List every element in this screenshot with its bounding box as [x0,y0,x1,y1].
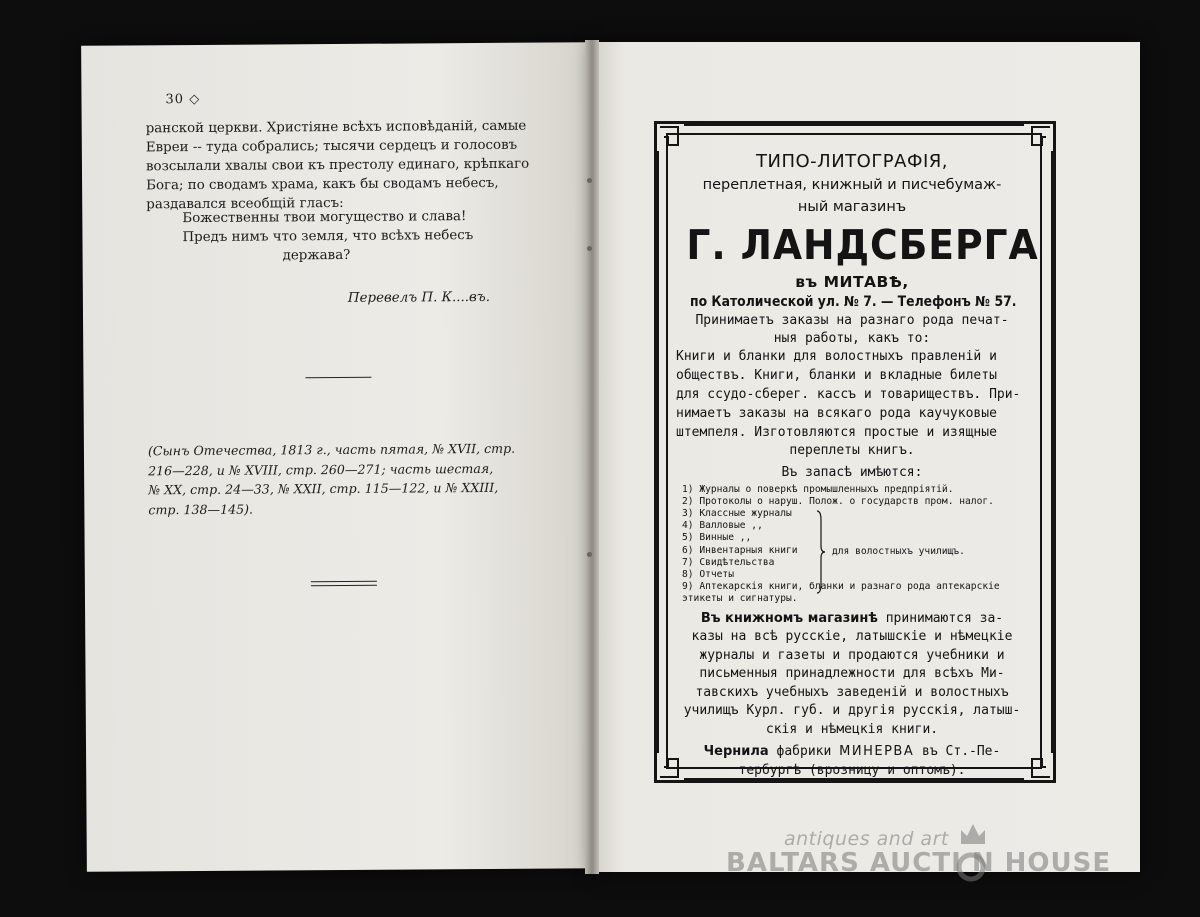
ad-subheading: переплетная, книжный и писчебумаж- [702,177,1002,193]
bookshop-line: казы на всѣ русскiе, латышскiе и нѣмецкiе [691,629,1013,645]
citation-line: стр. 138—145). [148,501,254,517]
prose-line: возсылали хвалы свои къ престолу единаго, крѣпкаго [145,156,530,175]
verse-line: Предъ нимъ что земля, что всѣхъ небесъ [182,228,474,246]
ad-body-line: обществъ. Книги, бланки и вкладные билеты [676,368,997,383]
crown-icon [958,820,988,846]
prose-line: Евреи -- туда собрались; тысячи сердецъ и голосовъ [145,137,518,156]
verse [182,207,502,266]
double-rule-top [311,581,377,582]
watermark-o-ring [954,850,988,884]
divider-rule [305,377,371,378]
ad-body [672,347,1032,442]
list-item: 4) Валловые ,, [682,520,763,532]
ad-stock-heading: Въ запасѣ имѣются: [781,464,923,480]
bookshop-text: принимаются за- [877,610,1004,626]
bookshop-line: журналы и газеты и продаются учебники и [699,647,1005,663]
list-item: 8) Отчеты [682,568,734,580]
list-item: 7) Свидѣтельства [682,556,775,568]
ad-accepts-line: ныя работы, какъ то: [773,330,931,346]
ad-body-line: Книги и бланки для волостныхъ правленiй и [676,349,997,364]
book-gutter [585,40,599,874]
ad-ink [672,743,1032,780]
page-number: 30 ◇ [165,91,201,108]
citation-line: (Сынъ Отечества, 1813 г., часть пятая, № XVII, стр. [147,440,516,459]
translator-signature: Перевелъ П. К....въ. [347,289,491,306]
ad-company-name: Г. ЛАНДСБЕРГА [686,221,1039,269]
bookshop-line: училищъ Курл. губ. и другiя русскiя, латыш- [683,703,1021,719]
bookshop-bold: Въ книжномъ магазинѣ [700,610,878,626]
ad-city: въ МИТАВѢ, [795,273,909,291]
double-rule-bottom [311,585,377,586]
ad-body-line: переплеты книгъ. [789,443,915,458]
ad-bookshop [672,610,1032,740]
watermark [726,820,1126,890]
ink-text: фабрики [768,744,840,760]
list-item: 2) Протоколы о наруш. Полож. о государств пром. налог. [682,495,994,507]
list-item: 6) Инвентарныя книги [682,544,798,556]
ad-body-line: нимаетъ заказы на всякаго рода каучуковые [676,406,997,421]
ad-heading: ТИПО-ЛИТОГРАФIЯ, [756,151,948,172]
list-item: 5) Винные ,, [682,532,752,544]
stitch-hole [587,246,592,251]
prose-line: раздавался всеобщiй гласъ: [146,195,344,213]
prose-line: ранской церкви. Христiяне всѣхъ исповѣданiй, самые [145,118,527,137]
list-item: 3) Классные журналы [682,507,792,519]
watermark-tagline: antiques and art [784,828,949,850]
ink-text: въ Ст.-Пе- [914,744,1001,760]
ad-subheading: ный магазинъ [797,199,907,215]
stock-list [672,484,1032,606]
ad-address: по Католической ул. № 7. — Телефонъ № 57. [690,294,1017,310]
ad-body-line: штемпеля. Изготовляются простые и изящные [676,425,997,440]
prose-line: Бога; по сводамъ храма, какъ бы сводамъ небесъ, [146,175,499,194]
bookshop-line: тавскихъ учебныхъ заведенiй и волостныхъ [695,684,1009,700]
citation-line: 216—228, и № XVIII, стр. 260—271; часть шестая, [148,460,494,478]
citation-line: № XX, стр. 24—33, № XXII, стр. 115—122, и № XXIII, [148,479,499,498]
citation [148,439,549,520]
ink-bold: Чернила [703,744,769,760]
ink-line: тербургѣ (врозницу и оптомъ). [738,762,966,778]
brace-note: для волостныхъ училищъ. [832,545,965,557]
prose-paragraph [146,117,537,215]
bookshop-line: скiя и нѣмецкiя книги. [765,721,939,737]
ad-accepts-line: Принимаетъ заказы на разнаго рода печат- [695,313,1009,328]
verse-line: Божественны твои могущество и слава! [182,209,467,227]
list-item: этикеты и сигнатуры. [682,593,798,605]
list-item: 1) Журналы о поверкѣ промышленныхъ предпрiятiй. [682,483,954,495]
ad-body-line: для ссудо-сберег. кассъ и товариществъ. При- [676,387,1021,402]
ink-brand: МИНЕРВА [839,744,915,760]
left-page [81,42,595,872]
curly-brace-icon [816,510,826,594]
verse-line: держава? [282,247,351,264]
stitch-hole [587,178,592,183]
stitch-hole [587,552,592,557]
advertisement [672,142,1039,780]
bookshop-line: письменныя принадлежности для всѣхъ Ми- [699,666,1005,682]
list-item: 9) Аптекарскiя книги, бланки и разнаго рода аптекарскiе [682,581,1000,593]
right-page [592,42,1140,872]
watermark-name: BALTARS AUCTI N HOUSE [726,848,1112,878]
